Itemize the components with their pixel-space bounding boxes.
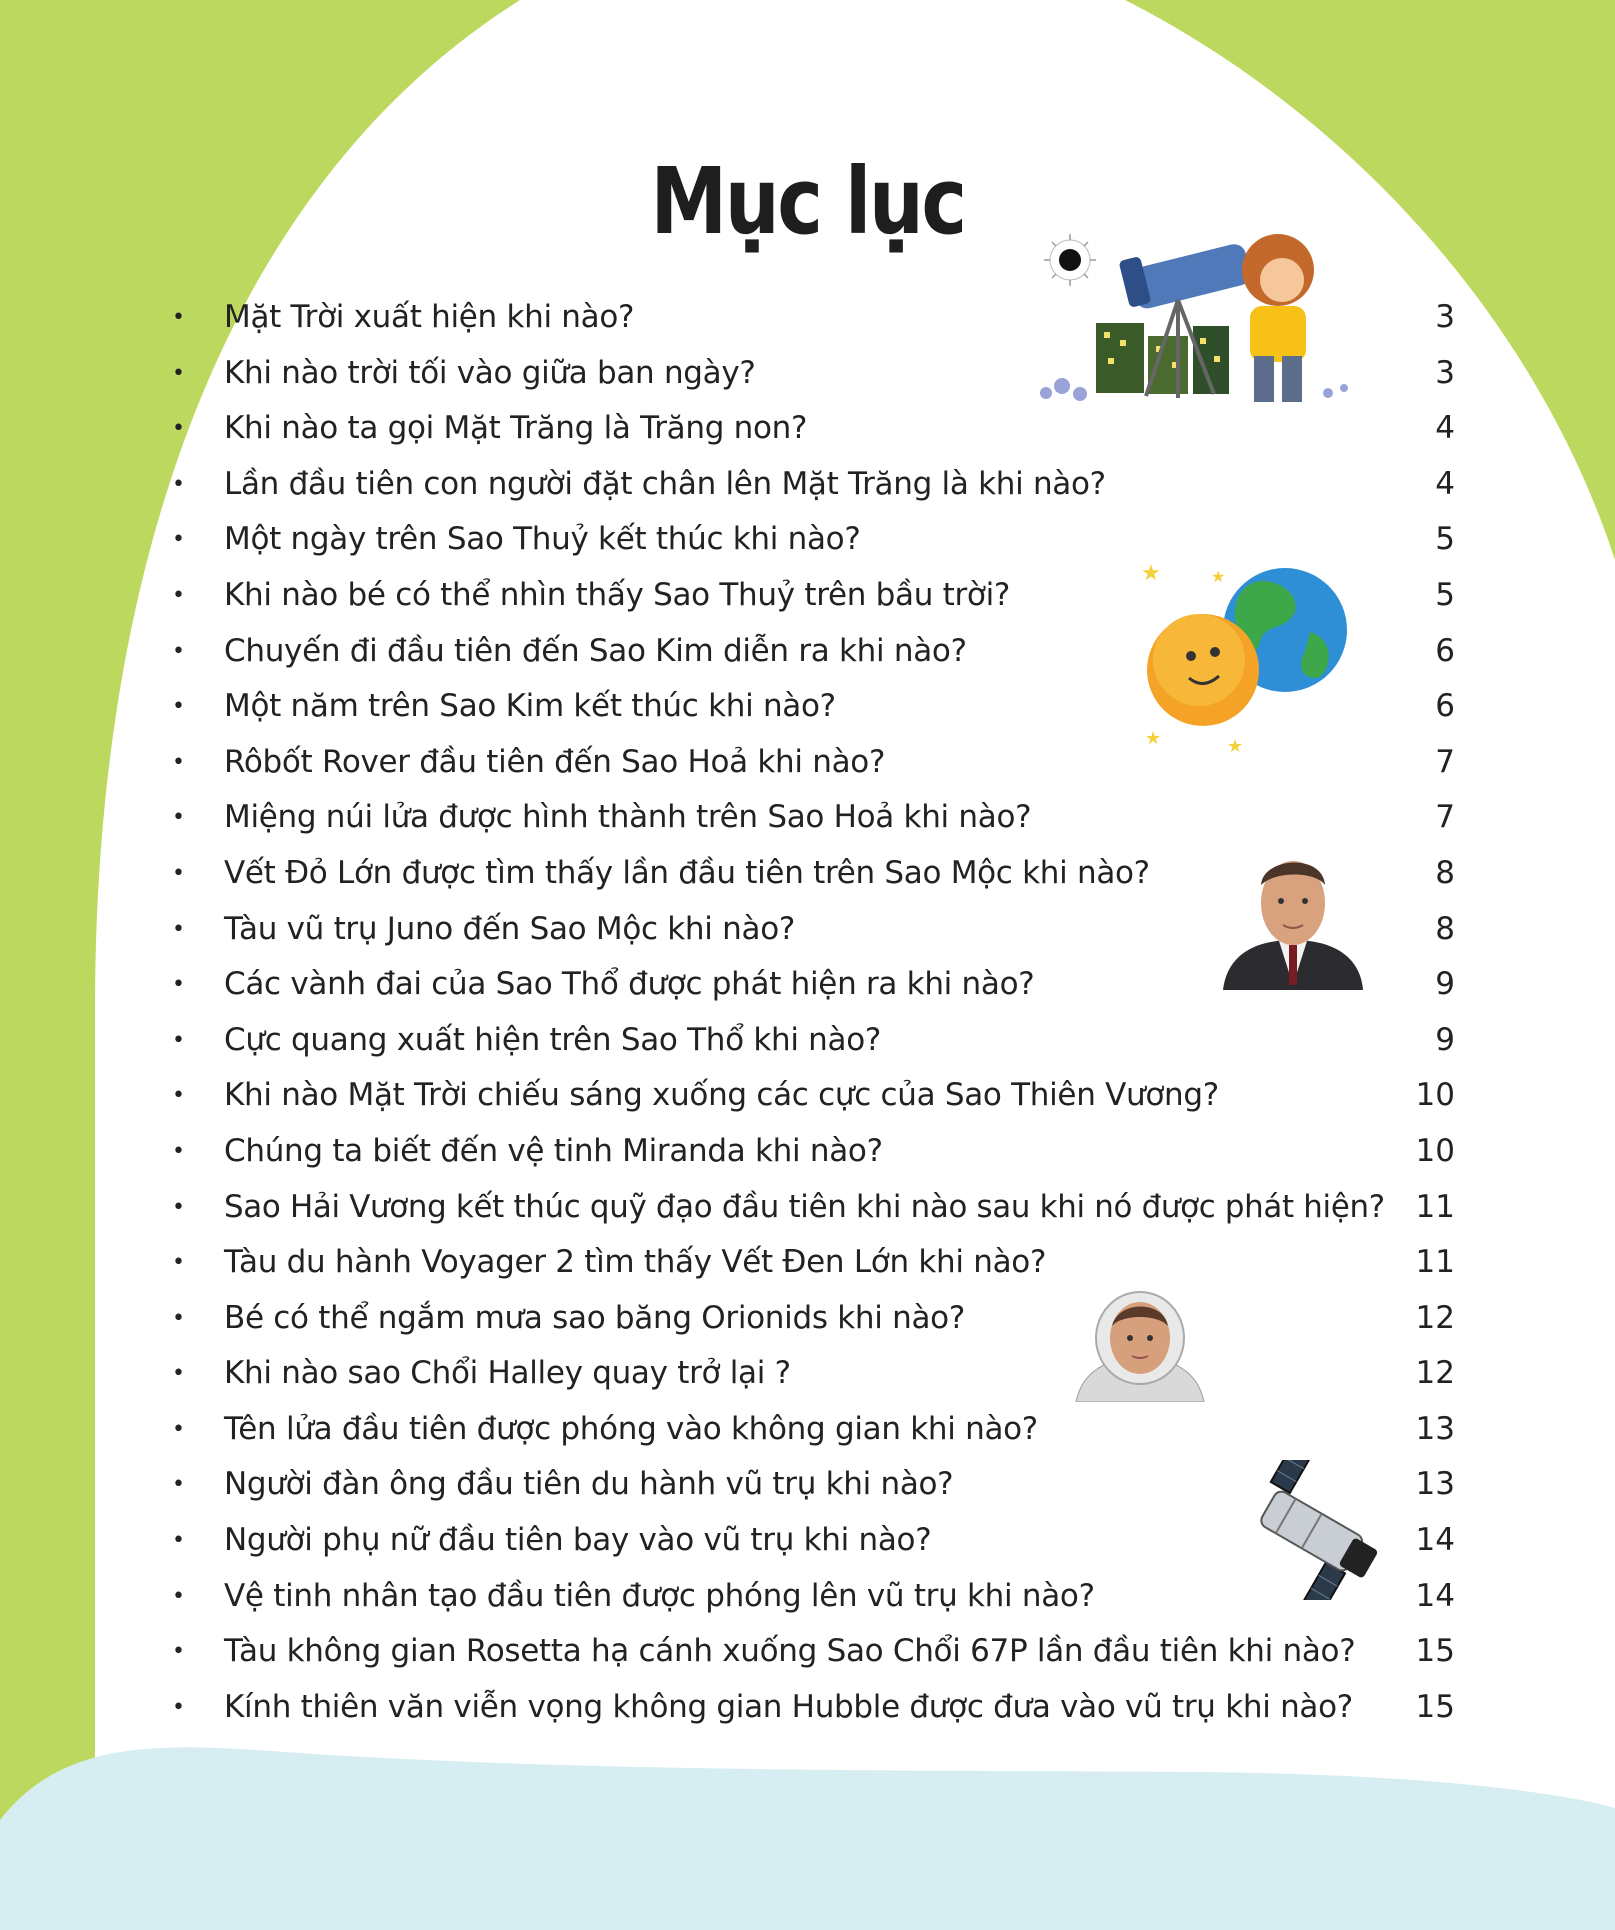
- toc-entry[interactable]: [0, 1346, 1615, 1402]
- toc-entry[interactable]: [0, 624, 1615, 680]
- toc-entry-text: Tàu du hành Voyager 2 tìm thấy Vết Đen Lớn khi nào?: [224, 1244, 1047, 1281]
- toc-entry-text: Người đàn ông đầu tiên du hành vũ trụ khi nào?: [224, 1466, 954, 1503]
- toc-entry[interactable]: [0, 1068, 1615, 1124]
- bullet-icon: •: [172, 1250, 185, 1276]
- toc-entry-text: Bé có thể ngắm mưa sao băng Orionids khi nào?: [224, 1299, 965, 1336]
- toc-entry[interactable]: [0, 346, 1615, 402]
- toc-page-number: 12: [1415, 1299, 1455, 1336]
- toc-entry[interactable]: [0, 1013, 1615, 1069]
- bullet-icon: •: [172, 1138, 185, 1164]
- toc-entry-text: Sao Hải Vương kết thúc quỹ đạo đầu tiên khi nào sau khi nó được phát hiện?: [224, 1188, 1385, 1225]
- toc-entry-text: Cực quang xuất hiện trên Sao Thổ khi nào?: [224, 1021, 882, 1058]
- toc-entry[interactable]: [0, 290, 1615, 346]
- toc-entry[interactable]: [0, 846, 1615, 902]
- toc-entry-text: Tàu vũ trụ Juno đến Sao Mộc khi nào?: [224, 910, 796, 947]
- toc-entry[interactable]: [0, 512, 1615, 568]
- bullet-icon: •: [172, 916, 185, 942]
- toc-entry[interactable]: [0, 790, 1615, 846]
- bullet-icon: •: [172, 805, 185, 831]
- toc-page-number: 7: [1435, 799, 1455, 836]
- toc-entry[interactable]: [0, 679, 1615, 735]
- sun-earth-hug-illustration: [1135, 552, 1355, 757]
- bullet-icon: •: [172, 360, 185, 386]
- toc-entry-text: Chúng ta biết đến vệ tinh Miranda khi nào?: [224, 1132, 883, 1169]
- toc-entry[interactable]: [0, 1291, 1615, 1347]
- toc-page-number: 12: [1415, 1355, 1455, 1392]
- toc-entry-text: Các vành đai của Sao Thổ được phát hiện ra khi nào?: [224, 966, 1035, 1003]
- toc-entry-text: Rôbốt Rover đầu tiên đến Sao Hoả khi nào?: [224, 743, 886, 780]
- toc-page-number: 3: [1435, 354, 1455, 391]
- page-title: Mục lục: [650, 148, 965, 255]
- toc-page-number: 10: [1415, 1077, 1455, 1114]
- svg-text:★: ★: [1145, 728, 1162, 749]
- bullet-icon: •: [172, 1639, 185, 1665]
- toc-entry-text: Tàu không gian Rosetta hạ cánh xuống Sao Chổi 67P lần đầu tiên khi nào?: [224, 1633, 1356, 1670]
- toc-entry-text: Người phụ nữ đầu tiên bay vào vũ trụ khi nào?: [224, 1522, 932, 1559]
- toc-entry-text: Lần đầu tiên con người đặt chân lên Mặt Trăng là khi nào?: [224, 465, 1106, 502]
- toc-page-number: 15: [1415, 1633, 1455, 1670]
- toc-entry[interactable]: [0, 1235, 1615, 1291]
- toc-page-number: 11: [1415, 1188, 1455, 1225]
- man-portrait-illustration: [1215, 845, 1370, 990]
- toc-page-number: 15: [1415, 1688, 1455, 1725]
- toc-entry-text: Chuyến đi đầu tiên đến Sao Kim diễn ra khi nào?: [224, 632, 967, 669]
- sun-character-icon: [1147, 614, 1259, 726]
- bullet-icon: •: [172, 416, 185, 442]
- toc-entry[interactable]: [0, 457, 1615, 513]
- toc-entry-text: Khi nào ta gọi Mặt Trăng là Trăng non?: [224, 410, 808, 447]
- toc-entry[interactable]: [0, 735, 1615, 791]
- toc-page-number: 6: [1435, 688, 1455, 725]
- toc-entry[interactable]: [0, 1624, 1615, 1680]
- toc-entry-text: Một ngày trên Sao Thuỷ kết thúc khi nào?: [224, 521, 861, 558]
- boy-icon: [1242, 234, 1314, 402]
- toc-page-number: 4: [1435, 410, 1455, 447]
- toc-page-number: 11: [1415, 1244, 1455, 1281]
- toc-page-number: 4: [1435, 465, 1455, 502]
- toc-entry-text: Mặt Trời xuất hiện khi nào?: [224, 299, 635, 335]
- hubble-telescope-illustration: [1222, 1460, 1397, 1600]
- svg-text:★: ★: [1141, 561, 1161, 586]
- toc-page-number: 9: [1435, 1021, 1455, 1058]
- bullet-icon: •: [172, 638, 185, 664]
- bullet-icon: •: [172, 694, 185, 720]
- bullet-icon: •: [172, 1305, 185, 1331]
- bullet-icon: •: [172, 1416, 185, 1442]
- toc-entry[interactable]: [0, 957, 1615, 1013]
- toc-page-number: 14: [1415, 1577, 1455, 1614]
- toc-page-number: 13: [1415, 1410, 1455, 1447]
- toc-entry-text: Một năm trên Sao Kim kết thúc khi nào?: [224, 688, 836, 725]
- toc-entry-text: Khi nào sao Chổi Halley quay trở lại ?: [224, 1355, 791, 1392]
- toc-entry-text: Khi nào trời tối vào giữa ban ngày?: [224, 354, 756, 391]
- toc-page-number: 14: [1415, 1522, 1455, 1559]
- toc-entry[interactable]: [0, 401, 1615, 457]
- bullet-icon: •: [172, 972, 185, 998]
- bullet-icon: •: [172, 1528, 185, 1554]
- toc-page-number: 3: [1435, 299, 1455, 335]
- toc-page-number: 8: [1435, 910, 1455, 947]
- toc-entry-text: Vệ tinh nhân tạo đầu tiên được phóng lên vũ trụ khi nào?: [224, 1577, 1095, 1614]
- bullet-icon: •: [172, 1083, 185, 1109]
- svg-text:★: ★: [1211, 567, 1226, 586]
- toc-page-number: 6: [1435, 632, 1455, 669]
- bullet-icon: •: [172, 1194, 185, 1220]
- bullet-icon: •: [172, 527, 185, 553]
- toc-entry-text: Vết Đỏ Lớn được tìm thấy lần đầu tiên trên Sao Mộc khi nào?: [224, 854, 1150, 891]
- toc-entry-text: Tên lửa đầu tiên được phóng vào không gian khi nào?: [224, 1410, 1038, 1447]
- bullet-icon: •: [172, 1027, 185, 1053]
- toc-entry-text: Khi nào Mặt Trời chiếu sáng xuống các cực của Sao Thiên Vương?: [224, 1077, 1219, 1114]
- toc-page-number: 8: [1435, 854, 1455, 891]
- sun-eclipse-icon: [1044, 234, 1096, 286]
- bullet-icon: •: [172, 1583, 185, 1609]
- toc-entry-text: Miệng núi lửa được hình thành trên Sao Hoả khi nào?: [224, 799, 1032, 836]
- toc-page-number: 10: [1415, 1132, 1455, 1169]
- toc-entry-text: Kính thiên văn viễn vọng không gian Hubble được đưa vào vũ trụ khi nào?: [224, 1688, 1353, 1725]
- bullet-icon: •: [172, 1472, 185, 1498]
- toc-entry-text: Khi nào bé có thể nhìn thấy Sao Thuỷ trên bầu trời?: [224, 576, 1011, 613]
- toc-entry[interactable]: [0, 1124, 1615, 1180]
- toc-page-number: 5: [1435, 521, 1455, 558]
- female-cosmonaut-illustration: [1072, 1290, 1207, 1402]
- toc-page-number: 7: [1435, 743, 1455, 780]
- bullet-icon: •: [172, 471, 185, 497]
- toc-page-number: 9: [1435, 966, 1455, 1003]
- bullet-icon: •: [172, 860, 185, 886]
- toc-entry[interactable]: [0, 568, 1615, 624]
- bullet-icon: •: [172, 582, 185, 608]
- boy-telescope-illustration: [1028, 228, 1368, 413]
- bullet-icon: •: [172, 1361, 185, 1387]
- toc-page-number: 5: [1435, 576, 1455, 613]
- toc-entry[interactable]: [0, 1402, 1615, 1458]
- toc-entry[interactable]: [0, 1680, 1615, 1736]
- toc-entry[interactable]: [0, 1180, 1615, 1236]
- bullet-icon: •: [172, 749, 185, 775]
- bullet-icon: •: [172, 1694, 185, 1720]
- svg-text:★: ★: [1227, 736, 1244, 757]
- toc-entry[interactable]: [0, 902, 1615, 958]
- toc-page-number: 13: [1415, 1466, 1455, 1503]
- bullet-icon: •: [172, 305, 185, 330]
